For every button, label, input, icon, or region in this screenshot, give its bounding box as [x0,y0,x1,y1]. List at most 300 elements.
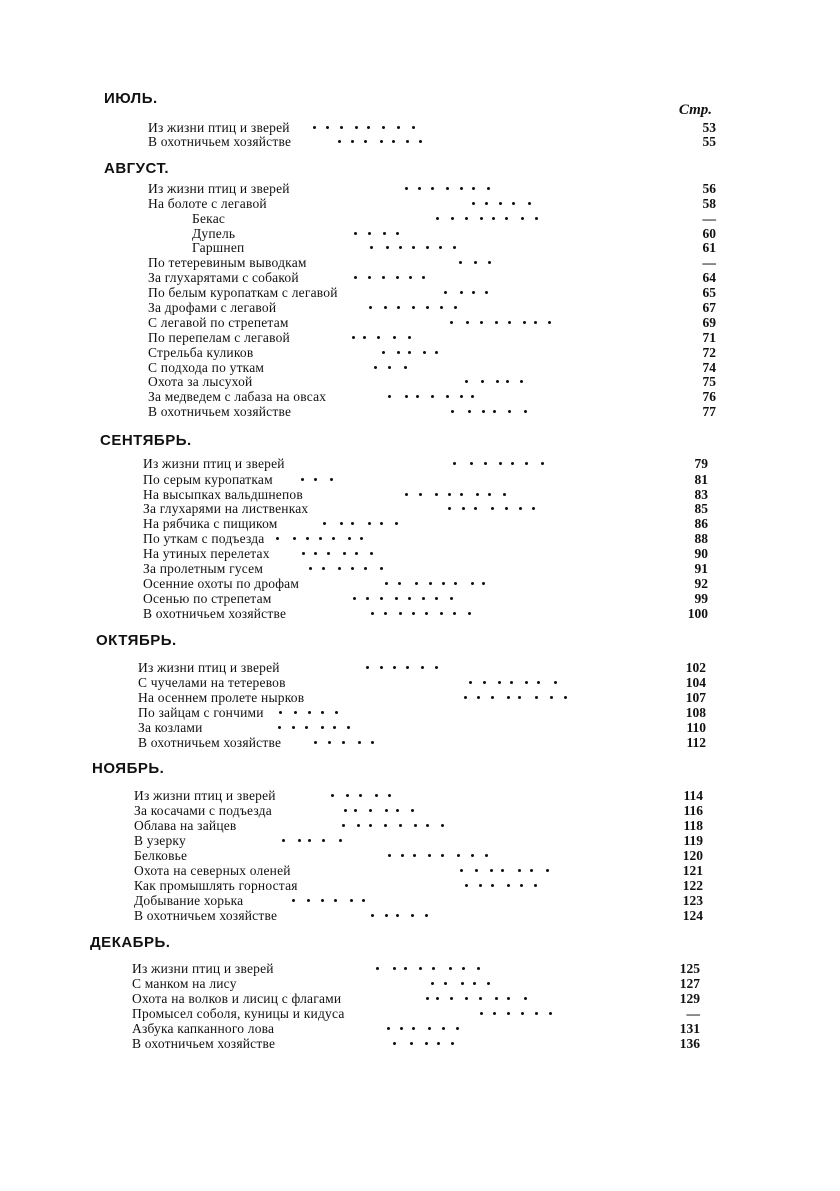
entry-title: Бекас [192,211,226,226]
leader-dot [375,794,378,797]
entry-title: Осенние охоты по дрофам [143,576,300,591]
leader-dot [376,967,379,970]
leader-dot [387,1027,390,1030]
leader-dot [353,597,356,600]
leader-dot [524,410,527,413]
leader-dot [525,462,528,465]
toc-entry [148,345,716,360]
leader-dot [408,351,411,354]
leader-dot [535,217,538,220]
leader-dot [450,597,453,600]
leader-dot [462,967,465,970]
leader-dot [331,794,334,797]
leader-dot [441,854,444,857]
toc-entry [192,240,716,255]
leader-dot [358,741,361,744]
leader-dot [441,824,444,827]
entry-page-number: 91 [694,561,708,576]
leader-dot [426,997,429,1000]
entry-title: По перепелам с легавой [148,330,290,345]
entry-title: Из жизни птиц и зверей [148,120,290,135]
leader-dot [313,126,316,129]
leader-dot [479,997,482,1000]
toc-entry [132,1021,700,1036]
toc-entry [148,285,716,300]
leader-dot [396,914,399,917]
leader-dot [388,854,391,857]
toc-entry [134,908,703,923]
leader-dot [385,582,388,585]
entry-title: Дупель [192,226,236,241]
entry-title: Охота за лысухой [148,374,253,389]
leader-dot [530,869,533,872]
leader-dot [397,126,400,129]
leader-dot [464,696,467,699]
toc-entry [132,1006,700,1021]
leader-dot [388,395,391,398]
toc-entry [134,848,703,863]
entry-page-number: 123 [682,893,703,908]
leader-dot [385,809,388,812]
leader-dot [410,1042,413,1045]
entry-page-number: 112 [686,735,706,750]
leader-dot [546,869,549,872]
toc-entry [192,211,716,226]
leader-dot [292,899,295,902]
leader-dot [314,741,317,744]
leader-dot [380,140,383,143]
leader-dot [446,187,449,190]
entry-page-number: 75 [702,374,716,389]
leader-dot [503,493,506,496]
leader-dot [512,202,515,205]
entry-title: По тетеревиным выводкам [148,255,307,270]
leader-dot [305,726,308,729]
leader-dot [380,522,383,525]
leader-dot [454,306,457,309]
leader-dot [351,140,354,143]
leader-dot [431,187,434,190]
month-heading: СЕНТЯБРЬ. [100,432,192,449]
leader-dot [343,552,346,555]
leader-dot [333,726,336,729]
entry-page-number: 77 [702,404,716,419]
toc-entry [143,606,708,621]
leader-dot [282,839,285,842]
entry-title: Промысел соболя, куницы и кидуса [132,1006,345,1021]
leader-dot [435,351,438,354]
leader-dot [319,537,322,540]
leader-dot [368,276,371,279]
entry-title: На болоте с легавой [148,196,267,211]
leader-dot [480,321,483,324]
leader-dot [524,997,527,1000]
leader-dot [491,696,494,699]
leader-dot [491,507,494,510]
entry-title: Осенью по стрепетам [143,591,272,606]
entry-page-number: 64 [702,270,716,285]
leader-dot [426,306,429,309]
leader-dot [366,666,369,669]
leader-dot [370,552,373,555]
entry-title: Облава на зайцев [134,818,237,833]
entry-title: Из жизни птиц и зверей [143,456,285,471]
entry-page-number: 127 [679,976,700,991]
leader-dot [396,276,399,279]
leader-dot [485,854,488,857]
leader-dot [488,261,491,264]
leader-dot [460,291,463,294]
leader-dot [393,336,396,339]
leader-dot [472,187,475,190]
toc-entry [148,255,716,270]
leader-dot [418,187,421,190]
leader-dot [507,997,510,1000]
leader-dot [564,696,567,699]
leader-dot [480,1012,483,1015]
leader-dot [436,217,439,220]
leader-dot [521,1012,524,1015]
leader-dot [279,711,282,714]
leader-dot [448,507,451,510]
entry-title: За козлами [138,720,203,735]
toc-entry [148,134,716,149]
leader-dot [359,794,362,797]
leader-dot [501,869,504,872]
entry-page-number: 83 [694,487,708,502]
leader-dot [393,1042,396,1045]
leader-dot [419,493,422,496]
leader-dot [395,597,398,600]
leader-dot [493,410,496,413]
leader-dot [412,126,415,129]
leader-dot [477,967,480,970]
leader-dot [495,997,498,1000]
leader-dot [448,493,451,496]
entry-page-number: 114 [683,788,703,803]
leader-dot [491,884,494,887]
leader-dot [357,824,360,827]
entry-title: С легавой по стрепетам [148,315,289,330]
toc-entry [143,591,708,606]
leader-dot [364,140,367,143]
leader-dot [409,276,412,279]
leader-dot [439,246,442,249]
entry-title: Из жизни птиц и зверей [132,961,274,976]
leader-dot [399,612,402,615]
leader-dot [338,567,341,570]
leader-dot [340,522,343,525]
leader-dot [367,126,370,129]
toc-entry [148,270,716,285]
toc-entry [134,893,703,908]
entry-title: С подхода по уткам [148,360,265,375]
leader-dot [330,478,333,481]
leader-dot [342,824,345,827]
leader-dot [351,522,354,525]
leader-dot [384,306,387,309]
leader-dot [499,462,502,465]
leader-dot [519,507,522,510]
leader-dot [521,217,524,220]
leader-dot [412,612,415,615]
entry-page-number: 81 [694,472,708,487]
toc-entry [143,456,708,471]
leader-dot [490,869,493,872]
leader-dot [400,1027,403,1030]
leader-dot [369,306,372,309]
entry-title: На рябчика с пищиком [143,516,278,531]
leader-dot [453,246,456,249]
leader-dot [306,537,309,540]
leader-dot [485,291,488,294]
leader-dot [465,884,468,887]
entry-page-number: 131 [679,1021,700,1036]
leader-dot [470,462,473,465]
leader-dot [528,202,531,205]
leader-dot [334,899,337,902]
leader-dot [404,366,407,369]
toc-entry [143,531,708,546]
leader-dot [309,567,312,570]
leader-dot [428,1027,431,1030]
entry-page-number: 56 [702,181,716,196]
toc-entry [138,705,706,720]
leader-dot [428,854,431,857]
entry-page-number: 118 [683,818,703,833]
leader-dot [460,395,463,398]
toc-entry [192,226,716,241]
leader-dot [487,982,490,985]
leader-dot [405,395,408,398]
leader-dot [475,869,478,872]
page-column-header: Стр. [678,102,712,118]
leader-dot [351,567,354,570]
leader-dot [368,232,371,235]
entry-page-number: 104 [685,675,706,690]
leader-dot [322,839,325,842]
leader-dot [426,246,429,249]
month-heading: ОКТЯБРЬ. [96,632,177,649]
leader-dot [383,232,386,235]
leader-dot [328,741,331,744]
entry-page-number: 86 [694,516,708,531]
entry-title: В узерку [134,833,186,848]
month-heading: АВГУСТ. [104,160,170,177]
toc-entry [132,991,700,1006]
leader-dot [382,126,385,129]
entry-title: Азбука капканного лова [132,1021,275,1036]
entry-page-number: 107 [685,690,706,705]
leader-dot [457,854,460,857]
toc-entry [148,120,716,135]
leader-dot [474,261,477,264]
toc-entry [138,675,706,690]
leader-dot [419,967,422,970]
leader-dot [460,187,463,190]
leader-dot [419,140,422,143]
entry-title: В охотничьем хозяйстве [138,735,282,750]
toc-entry [143,472,708,487]
leader-dot [307,899,310,902]
leader-dot [465,380,468,383]
leader-dot [321,899,324,902]
entry-page-number: 79 [694,456,708,471]
leader-dot [426,824,429,827]
leader-dot [321,711,324,714]
leader-dot [314,552,317,555]
entry-page-number: 74 [702,360,716,375]
leader-dot [322,567,325,570]
leader-dot [495,321,498,324]
leader-dot [479,884,482,887]
month-heading: ДЕКАБРЬ. [90,934,171,951]
entry-title: В охотничьем хозяйстве [134,908,278,923]
leader-dot [416,395,419,398]
entry-page-number: 92 [694,576,708,591]
leader-dot [453,462,456,465]
leader-dot [444,291,447,294]
leader-dot [344,809,347,812]
leader-dot [346,794,349,797]
entry-title: Из жизни птиц и зверей [134,788,276,803]
entry-title: По белым куропаткам с легавой [148,285,338,300]
toc-entry [138,735,706,750]
leader-dot [450,997,453,1000]
leader-dot [477,696,480,699]
leader-dot [446,395,449,398]
leader-dot [541,462,544,465]
leader-dot [398,582,401,585]
leader-dot [518,869,521,872]
entry-page-number: 120 [682,848,703,863]
leader-dot [451,217,454,220]
leader-dot [468,612,471,615]
leader-dot [465,217,468,220]
leader-dot [323,522,326,525]
leader-dot [461,982,464,985]
leader-dot [366,597,369,600]
leader-dot [471,395,474,398]
leader-dot [380,597,383,600]
leader-dot [368,522,371,525]
leader-dot [507,696,510,699]
entry-title: В охотничьем хозяйстве [148,404,292,419]
leader-dot [332,537,335,540]
toc-entry [138,660,706,675]
leader-dot [405,493,408,496]
leader-dot [456,1027,459,1030]
entry-title: В охотничьем хозяйстве [148,134,292,149]
leader-dot [354,276,357,279]
leader-dot [342,741,345,744]
leader-dot [473,982,476,985]
leader-dot [451,410,454,413]
toc-entry [148,196,716,211]
entry-title: По серым куропаткам [143,472,273,487]
month-heading: НОЯБРЬ. [92,760,165,777]
leader-dot [498,681,501,684]
leader-dot [488,493,491,496]
leader-dot [355,126,358,129]
leader-dot [348,537,351,540]
leader-dot [481,380,484,383]
leader-dot [327,552,330,555]
leader-dot [425,1042,428,1045]
entry-page-number: 88 [694,531,708,546]
toc-entry [134,818,703,833]
leader-dot [301,478,304,481]
leader-dot [507,1012,510,1015]
leader-dot [523,321,526,324]
toc-entry [132,1036,700,1051]
leader-dot [437,1042,440,1045]
entry-title: Как промышлять горностая [134,878,298,893]
leader-dot [388,366,391,369]
leader-dot [520,380,523,383]
leader-dot [469,681,472,684]
entry-title: На высыпках вальдшнепов [143,487,303,502]
leader-dot [484,462,487,465]
leader-dot [371,612,374,615]
leader-dot [440,306,443,309]
toc-entry [134,863,703,878]
entry-page-number: 69 [702,315,716,330]
leader-dot [385,914,388,917]
leader-dot [401,854,404,857]
leader-dot [415,582,418,585]
leader-dot [423,351,426,354]
toc-entry [134,878,703,893]
toc-entry [143,487,708,502]
leader-dot [518,696,521,699]
entry-title: За дрофами с легавой [148,300,277,315]
toc-entry [132,961,700,976]
leader-dot [440,612,443,615]
leader-dot [480,217,483,220]
leader-dot [505,217,508,220]
leader-dot [370,246,373,249]
leader-dot [550,696,553,699]
leader-dot [460,493,463,496]
leader-dot [465,997,468,1000]
toc-entry [138,690,706,705]
entry-page-number: 119 [683,833,703,848]
entry-page-number: — [702,255,716,270]
leader-dot [362,899,365,902]
entry-page-number: 71 [702,330,716,345]
leader-dot [466,321,469,324]
entry-title: За медведем с лабаза на овсах [148,389,327,404]
leader-dot [382,351,385,354]
entry-title: Добывание хорька [134,893,244,908]
entry-page-number: 99 [694,591,708,606]
entry-title: В охотничьем хозяйстве [143,606,287,621]
entry-title: На осеннем пролете нырков [138,690,305,705]
entry-title: На утиных перелетах [143,546,270,561]
entry-title: По уткам с подъезда [143,531,265,546]
leader-dot [436,997,439,1000]
leader-dot [371,914,374,917]
entry-title: За глухарятами с собакой [148,270,299,285]
leader-dot [468,410,471,413]
leader-dot [442,582,445,585]
entry-page-number: 90 [694,546,708,561]
leader-dot [399,246,402,249]
leader-dot [534,321,537,324]
entry-page-number: 125 [679,961,700,976]
leader-dot [549,1012,552,1015]
